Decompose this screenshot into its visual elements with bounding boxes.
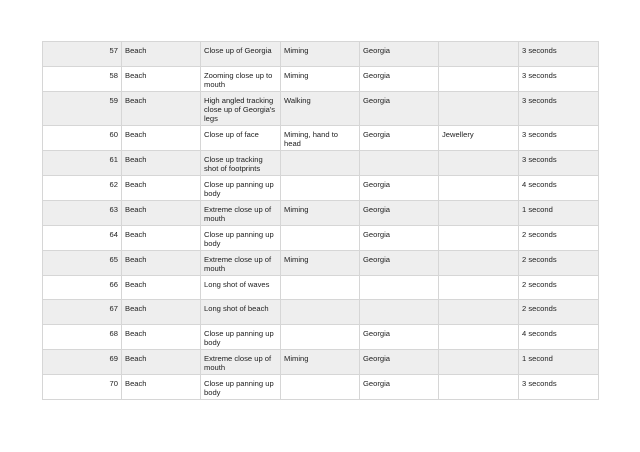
cast-cell — [360, 300, 439, 325]
shot-number-cell: 64 — [43, 225, 122, 250]
action-cell: Miming — [281, 250, 360, 275]
location-cell: Beach — [122, 66, 201, 91]
location-cell: Beach — [122, 225, 201, 250]
table-row — [43, 91, 599, 125]
shot-description-cell: Close up panning up body — [201, 374, 281, 399]
location-cell: Beach — [122, 275, 201, 300]
shot-description-cell: Close up panning up body — [201, 175, 281, 200]
shot-number-cell: 67 — [43, 300, 122, 325]
duration-cell: 3 seconds — [519, 91, 599, 125]
action-cell — [281, 324, 360, 349]
table-row — [43, 300, 599, 325]
duration-cell: 3 seconds — [519, 42, 599, 67]
table-row — [43, 125, 599, 150]
props-cell — [439, 275, 519, 300]
duration-cell: 2 seconds — [519, 275, 599, 300]
cast-cell: Georgia — [360, 349, 439, 374]
shot-description-cell: High angled tracking close up of Georgia's legs — [201, 91, 281, 125]
location-cell: Beach — [122, 324, 201, 349]
duration-cell: 2 seconds — [519, 300, 599, 325]
duration-cell: 1 second — [519, 200, 599, 225]
action-cell: Miming — [281, 349, 360, 374]
duration-cell: 4 seconds — [519, 324, 599, 349]
action-cell — [281, 150, 360, 175]
cast-cell: Georgia — [360, 374, 439, 399]
props-cell — [439, 374, 519, 399]
duration-cell: 4 seconds — [519, 175, 599, 200]
cast-cell: Georgia — [360, 91, 439, 125]
table-row — [43, 275, 599, 300]
action-cell: Miming — [281, 42, 360, 67]
duration-cell: 3 seconds — [519, 66, 599, 91]
location-cell: Beach — [122, 175, 201, 200]
action-cell: Miming — [281, 200, 360, 225]
duration-cell: 3 seconds — [519, 125, 599, 150]
shot-description-cell: Close up panning up body — [201, 324, 281, 349]
cast-cell: Georgia — [360, 175, 439, 200]
shot-number-cell: 63 — [43, 200, 122, 225]
duration-cell: 2 seconds — [519, 225, 599, 250]
props-cell — [439, 250, 519, 275]
table-row — [43, 324, 599, 349]
props-cell: Jewellery — [439, 125, 519, 150]
shot-description-cell: Extreme close up of mouth — [201, 200, 281, 225]
shot-number-cell: 60 — [43, 125, 122, 150]
duration-cell: 3 seconds — [519, 374, 599, 399]
shot-list-body — [43, 42, 599, 400]
cast-cell: Georgia — [360, 225, 439, 250]
props-cell — [439, 225, 519, 250]
table-row — [43, 374, 599, 399]
location-cell: Beach — [122, 42, 201, 67]
table-row — [43, 200, 599, 225]
table-row — [43, 42, 599, 67]
duration-cell: 2 seconds — [519, 250, 599, 275]
cast-cell — [360, 275, 439, 300]
location-cell: Beach — [122, 125, 201, 150]
shot-description-cell: Close up of face — [201, 125, 281, 150]
action-cell — [281, 374, 360, 399]
duration-cell: 1 second — [519, 349, 599, 374]
table-row — [43, 175, 599, 200]
location-cell: Beach — [122, 250, 201, 275]
table-row — [43, 250, 599, 275]
cast-cell — [360, 150, 439, 175]
location-cell: Beach — [122, 150, 201, 175]
props-cell — [439, 200, 519, 225]
location-cell: Beach — [122, 91, 201, 125]
shot-number-cell: 61 — [43, 150, 122, 175]
shot-description-cell: Close up tracking shot of footprints — [201, 150, 281, 175]
shot-number-cell: 69 — [43, 349, 122, 374]
shot-number-cell: 70 — [43, 374, 122, 399]
action-cell: Miming, hand to head — [281, 125, 360, 150]
shot-number-cell: 59 — [43, 91, 122, 125]
shot-description-cell: Extreme close up of mouth — [201, 349, 281, 374]
action-cell — [281, 275, 360, 300]
props-cell — [439, 66, 519, 91]
cast-cell: Georgia — [360, 42, 439, 67]
cast-cell: Georgia — [360, 125, 439, 150]
props-cell — [439, 91, 519, 125]
action-cell: Walking — [281, 91, 360, 125]
action-cell — [281, 175, 360, 200]
shot-number-cell: 66 — [43, 275, 122, 300]
duration-cell: 3 seconds — [519, 150, 599, 175]
table-row — [43, 349, 599, 374]
table-row — [43, 66, 599, 91]
props-cell — [439, 150, 519, 175]
action-cell: Miming — [281, 66, 360, 91]
props-cell — [439, 175, 519, 200]
shot-number-cell: 62 — [43, 175, 122, 200]
shot-description-cell: Long shot of waves — [201, 275, 281, 300]
cast-cell: Georgia — [360, 66, 439, 91]
props-cell — [439, 349, 519, 374]
props-cell — [439, 300, 519, 325]
shot-description-cell: Close up panning up body — [201, 225, 281, 250]
location-cell: Beach — [122, 200, 201, 225]
shot-number-cell: 65 — [43, 250, 122, 275]
cast-cell: Georgia — [360, 200, 439, 225]
props-cell — [439, 42, 519, 67]
shot-description-cell: Long shot of beach — [201, 300, 281, 325]
props-cell — [439, 324, 519, 349]
shot-number-cell: 58 — [43, 66, 122, 91]
table-row — [43, 225, 599, 250]
shot-description-cell: Close up of Georgia — [201, 42, 281, 67]
action-cell — [281, 300, 360, 325]
shot-list-table — [42, 41, 599, 400]
shot-description-cell: Zooming close up to mouth — [201, 66, 281, 91]
location-cell: Beach — [122, 300, 201, 325]
table-row — [43, 150, 599, 175]
shot-number-cell: 68 — [43, 324, 122, 349]
cast-cell: Georgia — [360, 324, 439, 349]
shot-description-cell: Extreme close up of mouth — [201, 250, 281, 275]
action-cell — [281, 225, 360, 250]
shot-number-cell: 57 — [43, 42, 122, 67]
location-cell: Beach — [122, 349, 201, 374]
cast-cell: Georgia — [360, 250, 439, 275]
location-cell: Beach — [122, 374, 201, 399]
